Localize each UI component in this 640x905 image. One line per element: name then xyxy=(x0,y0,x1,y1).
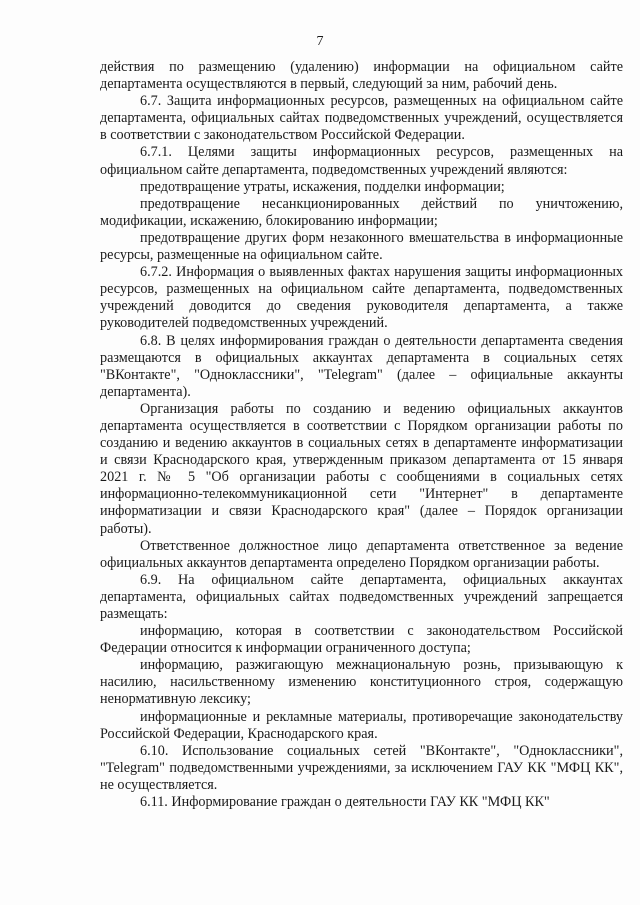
list-item-hate-speech: информацию, разжигающую межнациональную рознь, призывающую к насилию, насильственному изменению конституционного строя, содержащую ненормативную лексику; xyxy=(100,657,623,708)
list-item-prevent-unauthorized: предотвращение несанкционированных действий по уничтожению, модификации, искажению, блокированию информации; xyxy=(100,195,623,229)
paragraph-6-9: 6.9. На официальном сайте департамента, официальных аккаунтах департамента, официальных сайтах подведомственных учреждений запрещается размещать: xyxy=(100,571,623,622)
paragraph-6-8: 6.8. В целях информирования граждан о деятельности департамента сведения размещаются в официальных аккаунтах департамента в социальных сетях "ВКонтакте", "Одноклассники", "Telegram" (далее – официальные аккаунты департамента). xyxy=(100,332,623,400)
paragraph-accounts-organization: Организация работы по созданию и ведению официальных аккаунтов департамента осуществляется в соответствии с Порядком организации работы по созданию и ведению аккаунтов в социальных сетях в департаменте информатизации и связи Краснодарского края, утвержденным приказом департамента от 15 января 2021 г. № 5 "Об организации работы с сообщениями в социальных сетях информационно-телекоммуникационной сети "Интернет" в департаменте информатизации и связи Краснодарского края" (далее – Порядок организации работы). xyxy=(100,400,623,537)
document-body xyxy=(100,59,623,811)
paragraph-6-7-2: 6.7.2. Информация о выявленных фактах нарушения защиты информационных ресурсов, размещенных на официальном сайте департамента, подведомственных учреждений доводится до сведения руководителя департамента, а также руководителей подведомственных учреждений. xyxy=(100,264,623,332)
list-item-restricted-info: информацию, которая в соответствии с законодательством Российской Федерации относится к информации ограниченного доступа; xyxy=(100,623,623,657)
list-item-advertising: информационные и рекламные материалы, противоречащие законодательству Российской Федерации, Краснодарского края. xyxy=(100,708,623,742)
page-number: 7 xyxy=(316,34,324,49)
paragraph-6-7-1: 6.7.1. Целями защиты информационных ресурсов, размещенных на официальном сайте департамента, подведомственных учреждений являются: xyxy=(100,144,623,178)
paragraph-6-7: 6.7. Защита информационных ресурсов, размещенных на официальном сайте департамента, официальных сайтах подведомственных учреждений, осуществляется в соответствии с законодательством Российской Федерации. xyxy=(100,93,623,144)
list-item-prevent-other: предотвращение других форм незаконного вмешательства в информационные ресурсы, размещенные на официальном сайте. xyxy=(100,229,623,264)
paragraph-responsible-person: Ответственное должностное лицо департамента ответственное за ведение официальных аккаунтов департамента определено Порядком организации работы. xyxy=(100,537,623,571)
paragraph-continuation: действия по размещению (удалению) информации на официальном сайте департамента осуществляются в первый, следующий за ним, рабочий день. xyxy=(100,59,623,93)
paragraph-6-10: 6.10. Использование социальных сетей "ВКонтакте", "Одноклассники", "Telegram" подведомственными учреждениями, за исключением ГАУ КК "МФЦ КК", не осуществляется. xyxy=(100,742,623,793)
paragraph-6-11: 6.11. Информирование граждан о деятельности ГАУ КК "МФЦ КК" xyxy=(140,794,550,811)
list-item-prevent-loss: предотвращение утраты, искажения, подделки информации; xyxy=(140,178,505,195)
